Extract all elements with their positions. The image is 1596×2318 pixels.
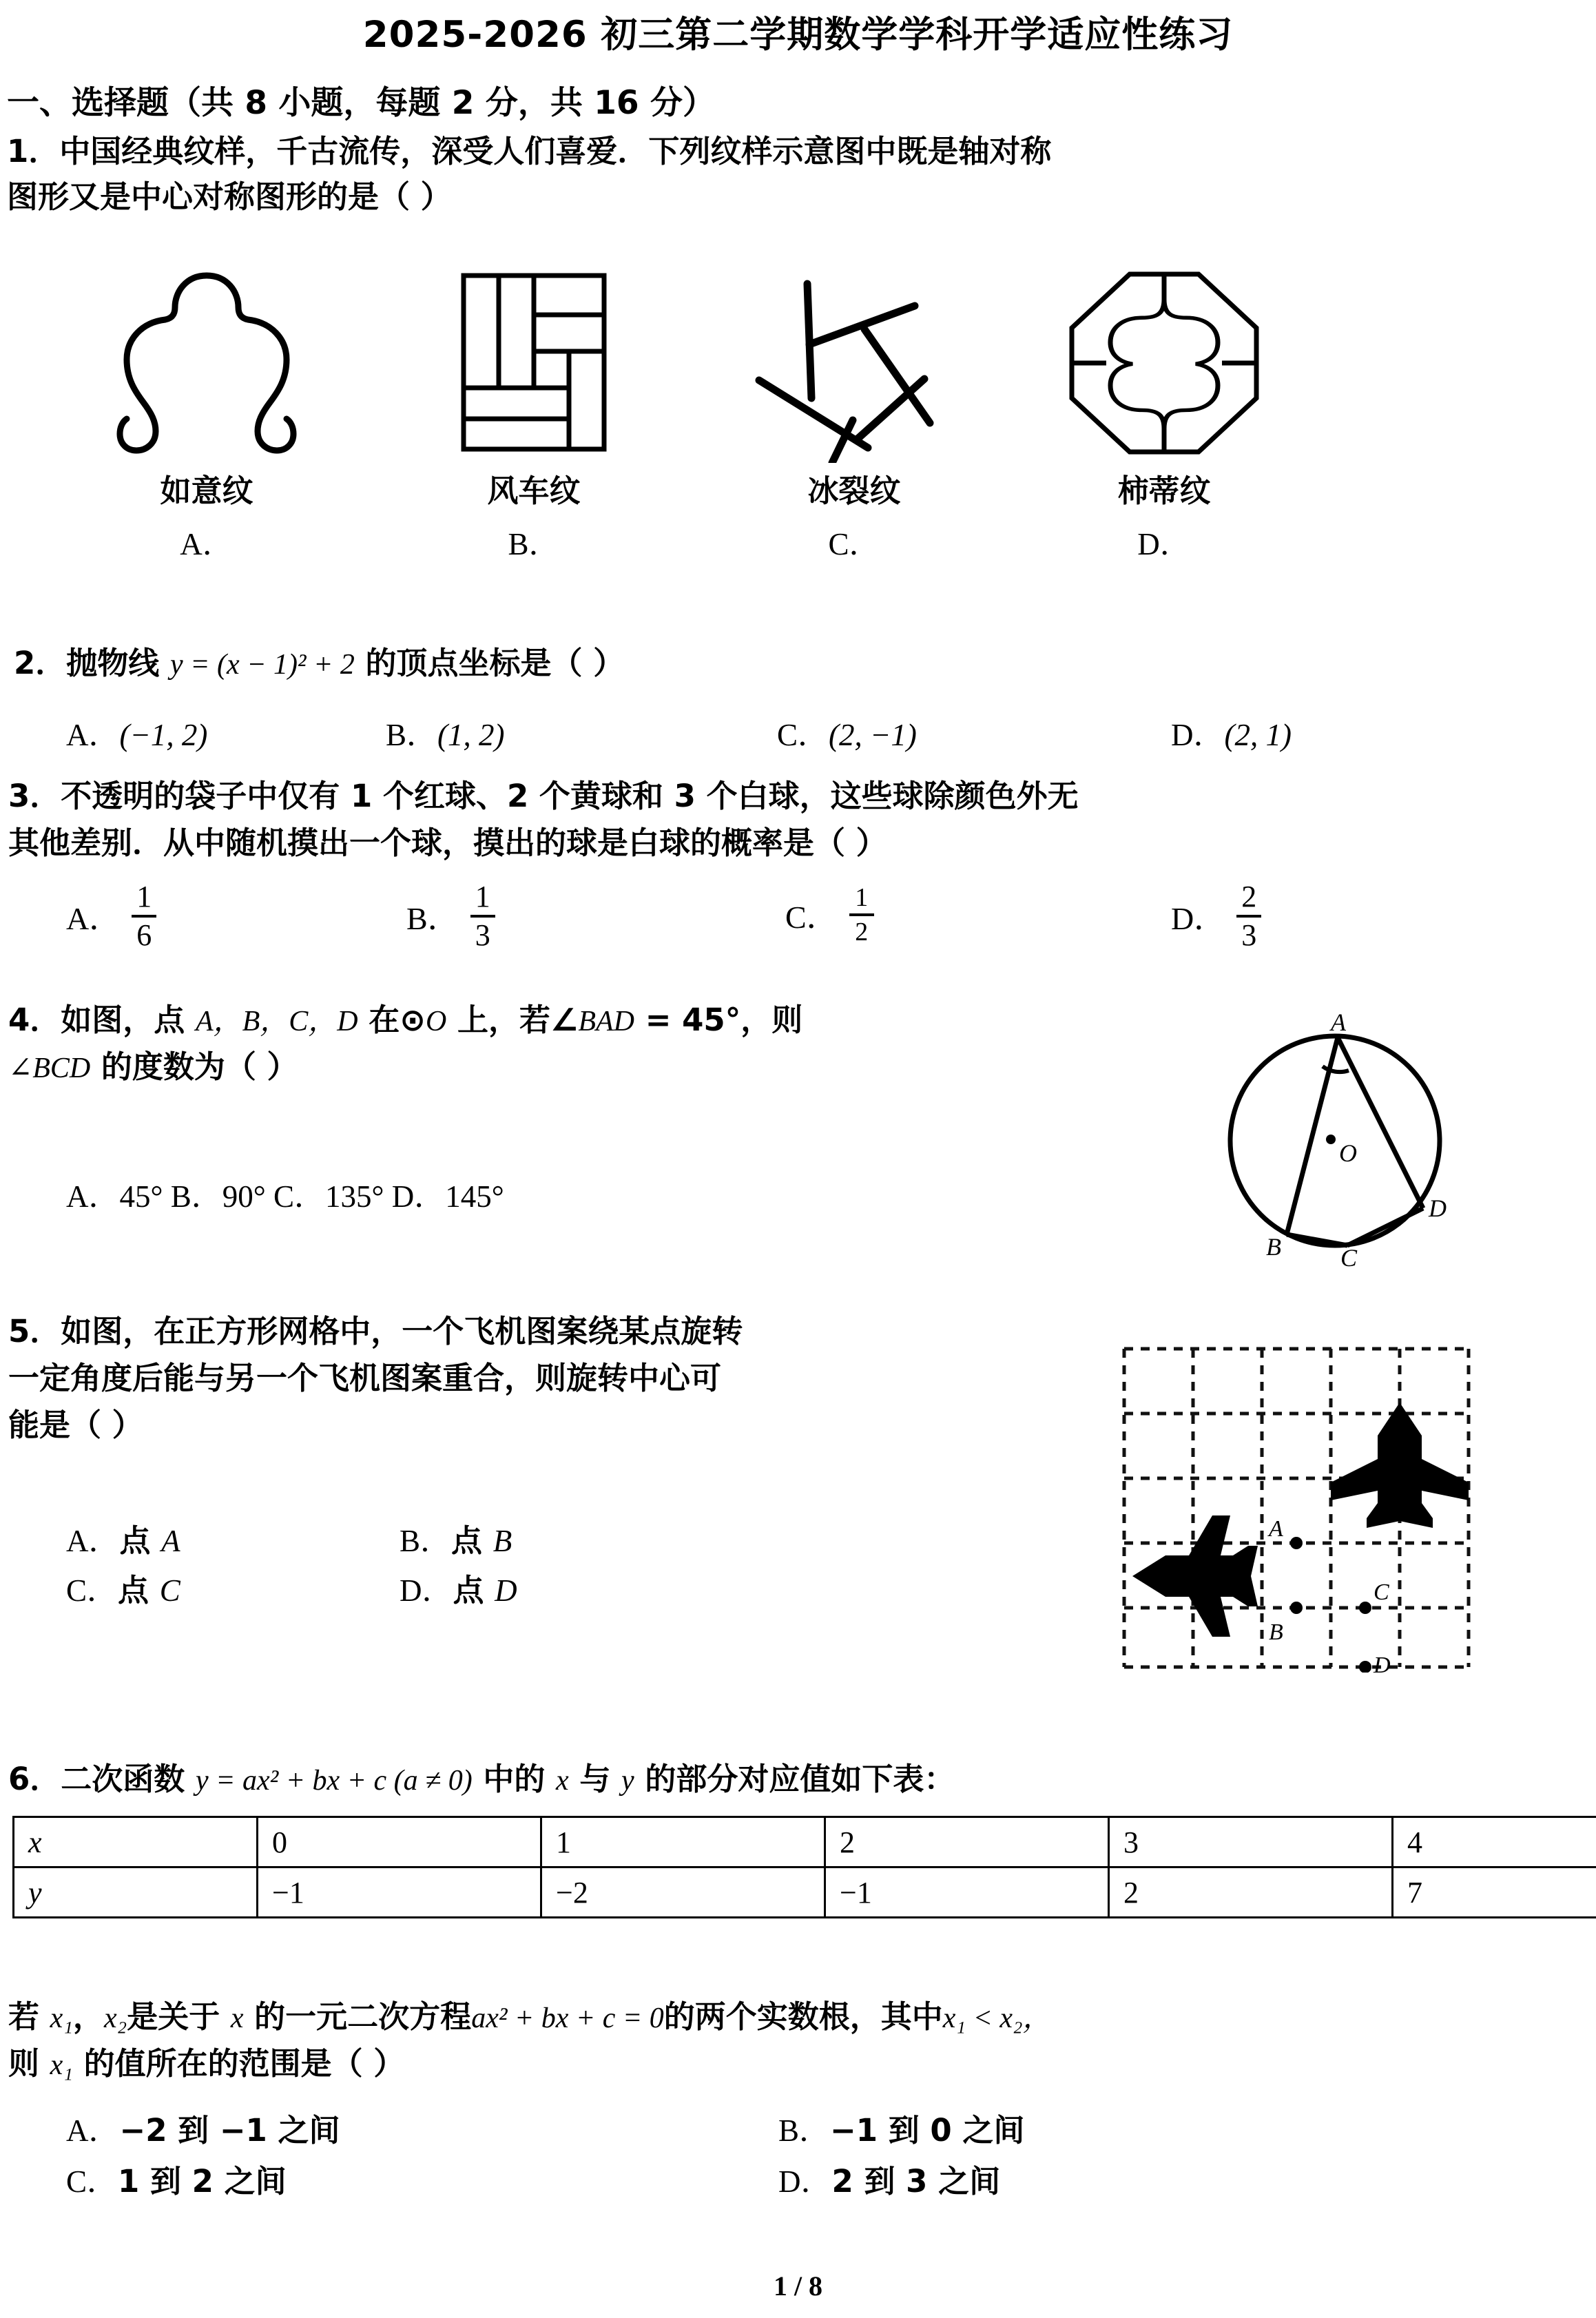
q4-text-d: = 45°，则: [634, 1002, 803, 1038]
q6l3-a: 则: [8, 2045, 50, 2082]
option-letter: B．: [778, 2113, 831, 2148]
q4-text-c: 上，若∠: [446, 1002, 579, 1038]
point-D-dot: [1359, 1661, 1371, 1673]
option-letter: C．: [785, 900, 838, 935]
option-prefix: 点: [451, 1522, 493, 1559]
q6l2-c: 是关于: [127, 1998, 231, 2035]
option-point: D: [495, 1573, 517, 1608]
question-2-stem: [14, 644, 624, 683]
question-3-option-b[interactable]: [406, 882, 495, 951]
question-6-value-table: [12, 1816, 1596, 1918]
label-D: D: [1429, 1194, 1447, 1222]
question-2-equation: y = (x − 1)² + 2: [169, 649, 355, 681]
question-6-option-a[interactable]: [66, 2105, 340, 2150]
option-letter: D．: [1171, 718, 1225, 752]
option-letter: D．: [1171, 901, 1226, 936]
question-6-stem-line-2: [8, 1998, 1052, 2036]
fraction-bar: [849, 913, 874, 916]
question-4-options[interactable]: A．45° B．90° C．135° D．145°: [66, 1179, 504, 1214]
table-cell: 3: [1109, 1817, 1393, 1867]
persimmon-calyx-pattern-icon: [1013, 256, 1316, 463]
option-text: −2 到 −1 之间: [119, 2112, 340, 2149]
fraction-bar: [1236, 915, 1261, 918]
question-3-stem-line-1: 3．不透明的袋子中仅有 1 个红球、2 个黄球和 3 个白球，这些球除颜色外无: [8, 778, 1079, 814]
pattern-option-b[interactable]: [382, 256, 685, 563]
q4-angle-bcd: ∠BCD: [8, 1053, 91, 1084]
pattern-label-b: 风车纹: [487, 473, 581, 509]
point-A-dot: [1290, 1537, 1303, 1549]
pattern-option-c[interactable]: [703, 256, 1006, 563]
option-prefix: 点: [119, 1522, 162, 1559]
table-cell: 4: [1393, 1817, 1596, 1867]
section-heading-multiple-choice: 一、选择题（共 8 小题，每题 2 分，共 16 分）: [7, 84, 715, 122]
pattern-label-c: 冰裂纹: [807, 473, 901, 509]
table-row: [14, 1817, 1596, 1867]
q6l2-var-x: x: [230, 2003, 244, 2034]
pattern-choice-c: C．: [828, 527, 880, 561]
q4-angle-bad: BAD: [578, 1006, 635, 1037]
question-2-stem-prefix: 2．抛物线: [14, 645, 170, 681]
q4-text-b: 在⊙: [357, 1002, 426, 1038]
question-4-stem-line-2: [8, 1048, 298, 1086]
question-4-stem-line-1: [8, 1001, 802, 1039]
q6l2-e: 的两个实数根，其中: [663, 1998, 943, 2035]
pattern-option-a[interactable]: [55, 256, 358, 563]
ice-crack-pattern-icon: [703, 256, 1006, 463]
option-letter: D．: [778, 2164, 832, 2199]
table-cell: −1: [825, 1867, 1109, 1918]
page-number-footer: 1 / 8: [773, 2270, 823, 2301]
question-1-stem-line-1: 1．中国经典纹样，千古流传，深受人们喜爱．下列纹样示意图中既是轴对称: [7, 133, 1052, 169]
option-point: C: [159, 1573, 180, 1608]
q6-text-c: 与: [568, 1761, 622, 1797]
rotation-grid-with-airplanes: [1103, 1328, 1489, 1673]
option-letter: A．: [66, 1524, 120, 1558]
pattern-choice-a: A．: [180, 527, 234, 561]
table-row: [14, 1867, 1596, 1918]
q6l2-b: ，: [72, 1998, 104, 2035]
question-6-option-b[interactable]: [778, 2105, 1024, 2150]
question-3-option-c[interactable]: [785, 884, 874, 945]
q6l2-a: 若: [8, 1998, 50, 2035]
q6-var-x: x: [556, 1765, 569, 1797]
pattern-label-d: 柿蒂纹: [1117, 473, 1211, 509]
fraction-denominator: 6: [136, 918, 152, 952]
question-2-option-d[interactable]: [1171, 710, 1292, 754]
q6-root-x2: x₂: [103, 2003, 127, 2034]
q6-text-b: 中的: [472, 1761, 557, 1797]
fraction: [1236, 882, 1261, 951]
question-6-stem-line-3: [8, 2045, 404, 2083]
option-point: A: [161, 1524, 180, 1558]
option-text: −1 到 0 之间: [830, 2112, 1025, 2149]
q6l2-d: 的一元二次方程: [243, 1998, 472, 2035]
q6-root-x1: x₁: [50, 2003, 73, 2034]
label-C: C: [1340, 1244, 1358, 1267]
airplane-left-icon: [1132, 1515, 1258, 1637]
pinwheel-pattern-icon: [382, 256, 685, 463]
table-cell: 2: [1109, 1867, 1393, 1918]
label-A: A: [1331, 1013, 1346, 1036]
question-6-option-c[interactable]: [66, 2156, 287, 2201]
option-letter: A．: [66, 718, 120, 752]
question-2-option-c[interactable]: [777, 710, 917, 754]
option-text: 2 到 3 之间: [831, 2163, 1001, 2200]
fraction: [132, 882, 156, 951]
fraction: [849, 884, 874, 945]
fraction-denominator: 3: [475, 918, 490, 952]
table-row-label: x: [14, 1817, 258, 1867]
fraction-numerator: 1: [136, 880, 152, 913]
point-C-dot: [1359, 1602, 1371, 1614]
pattern-choice-d: D．: [1137, 527, 1191, 561]
question-6-stem: [8, 1760, 955, 1799]
option-value: (2, 1): [1224, 718, 1292, 752]
fraction-numerator: 2: [1241, 880, 1257, 913]
point-A-label: A: [1269, 1516, 1283, 1542]
question-5-option-c[interactable]: [66, 1565, 180, 1610]
q4-circle-center: O: [426, 1006, 447, 1037]
fraction-denominator: 3: [1241, 918, 1257, 952]
table-cell: −1: [258, 1867, 541, 1918]
q4-text-e: 的度数为（ ）: [90, 1048, 298, 1085]
option-prefix: 点: [453, 1572, 495, 1608]
pattern-option-d[interactable]: [1013, 256, 1316, 563]
question-5-option-a[interactable]: [66, 1515, 180, 1560]
option-letter: C．: [66, 2164, 118, 2199]
option-letter: B．: [406, 901, 459, 936]
q6-equation: ax² + bx + c = 0: [471, 2003, 664, 2034]
fraction: [470, 882, 495, 951]
option-value: (1, 2): [437, 718, 505, 752]
fraction-bar: [470, 915, 495, 918]
table-cell: −2: [541, 1867, 825, 1918]
question-2-option-b[interactable]: [386, 710, 505, 754]
option-letter: B．: [400, 1524, 452, 1558]
fraction-bar: [132, 915, 156, 918]
airplane-up-icon: [1331, 1403, 1469, 1528]
option-letter: B．: [386, 718, 438, 752]
option-value: (−1, 2): [119, 718, 208, 752]
pattern-label-a: 如意纹: [160, 473, 253, 509]
q6-text-a: 6．二次函数: [8, 1761, 196, 1797]
option-point: B: [493, 1524, 512, 1558]
page-title: 2025-2026 初三第二学期数学学科开学适应性练习: [362, 14, 1234, 56]
option-letter: A．: [66, 901, 121, 936]
q6l3-b: 的值所在的范围是（ ）: [72, 2045, 405, 2082]
question-5-option-b[interactable]: [400, 1515, 512, 1560]
fraction-numerator: 1: [855, 883, 869, 912]
option-letter: C．: [66, 1573, 118, 1608]
inscribed-quadrilateral-circle-diagram: [1212, 1013, 1488, 1267]
q6l3-root-x1: x₁: [50, 2049, 73, 2081]
point-B-label: B: [1269, 1620, 1283, 1645]
point-B-dot: [1290, 1602, 1303, 1614]
table-cell: 1: [541, 1817, 825, 1867]
table-cell: 7: [1393, 1867, 1596, 1918]
option-letter: D．: [400, 1573, 453, 1608]
label-B: B: [1266, 1233, 1281, 1261]
question-1-stem-line-2: 图形又是中心对称图形的是（ ）: [7, 178, 452, 215]
ruyi-pattern-icon: [55, 256, 358, 463]
question-5-stem-line-3: 能是（ ）: [8, 1407, 143, 1443]
point-C-label: C: [1374, 1580, 1389, 1605]
fraction-numerator: 1: [475, 880, 490, 913]
option-text: 1 到 2 之间: [118, 2163, 287, 2200]
question-1-pattern-row: [0, 256, 1596, 573]
label-O: O: [1339, 1139, 1357, 1167]
q4-text-a: 4．如图，点: [8, 1002, 196, 1038]
question-3-option-a[interactable]: [66, 882, 156, 951]
option-letter: A．: [66, 2113, 120, 2148]
q4-points: A，B，C，D: [195, 1006, 358, 1037]
question-3-option-d[interactable]: [1171, 882, 1261, 951]
question-2-option-a[interactable]: [66, 710, 207, 754]
q6-var-y: y: [621, 1765, 634, 1797]
question-3-options: [0, 882, 1596, 964]
table-row-label: y: [14, 1867, 258, 1918]
question-2-options: [0, 710, 1596, 765]
pattern-choice-b: B．: [508, 527, 560, 561]
question-3-stem-line-2: 其他差别．从中随机摸出一个球，摸出的球是白球的概率是（ ）: [8, 825, 887, 861]
table-cell: 0: [258, 1817, 541, 1867]
question-2-stem-suffix: 的顶点坐标是（ ）: [354, 645, 625, 681]
question-5-stem-line-1: 5．如图，在正方形网格中，一个飞机图案绕某点旋转: [8, 1313, 743, 1349]
q6-quadratic-equation: y = ax² + bx + c (a ≠ 0): [195, 1765, 473, 1797]
question-6-option-d[interactable]: [778, 2156, 1000, 2201]
q6-text-d: 的部分对应值如下表：: [634, 1761, 955, 1797]
option-prefix: 点: [118, 1572, 160, 1608]
option-letter: C．: [777, 718, 829, 752]
option-value: (2, −1): [829, 718, 917, 752]
table-cell: 2: [825, 1817, 1109, 1867]
question-5-stem-line-2: 一定角度后能与另一个飞机图案重合，则旋转中心可: [8, 1360, 722, 1396]
point-D-label: D: [1374, 1653, 1391, 1673]
fraction-denominator: 2: [855, 918, 869, 946]
q6-root-comparison: x₁ < x₂，: [942, 2003, 1052, 2034]
question-5-option-d[interactable]: [400, 1565, 517, 1610]
